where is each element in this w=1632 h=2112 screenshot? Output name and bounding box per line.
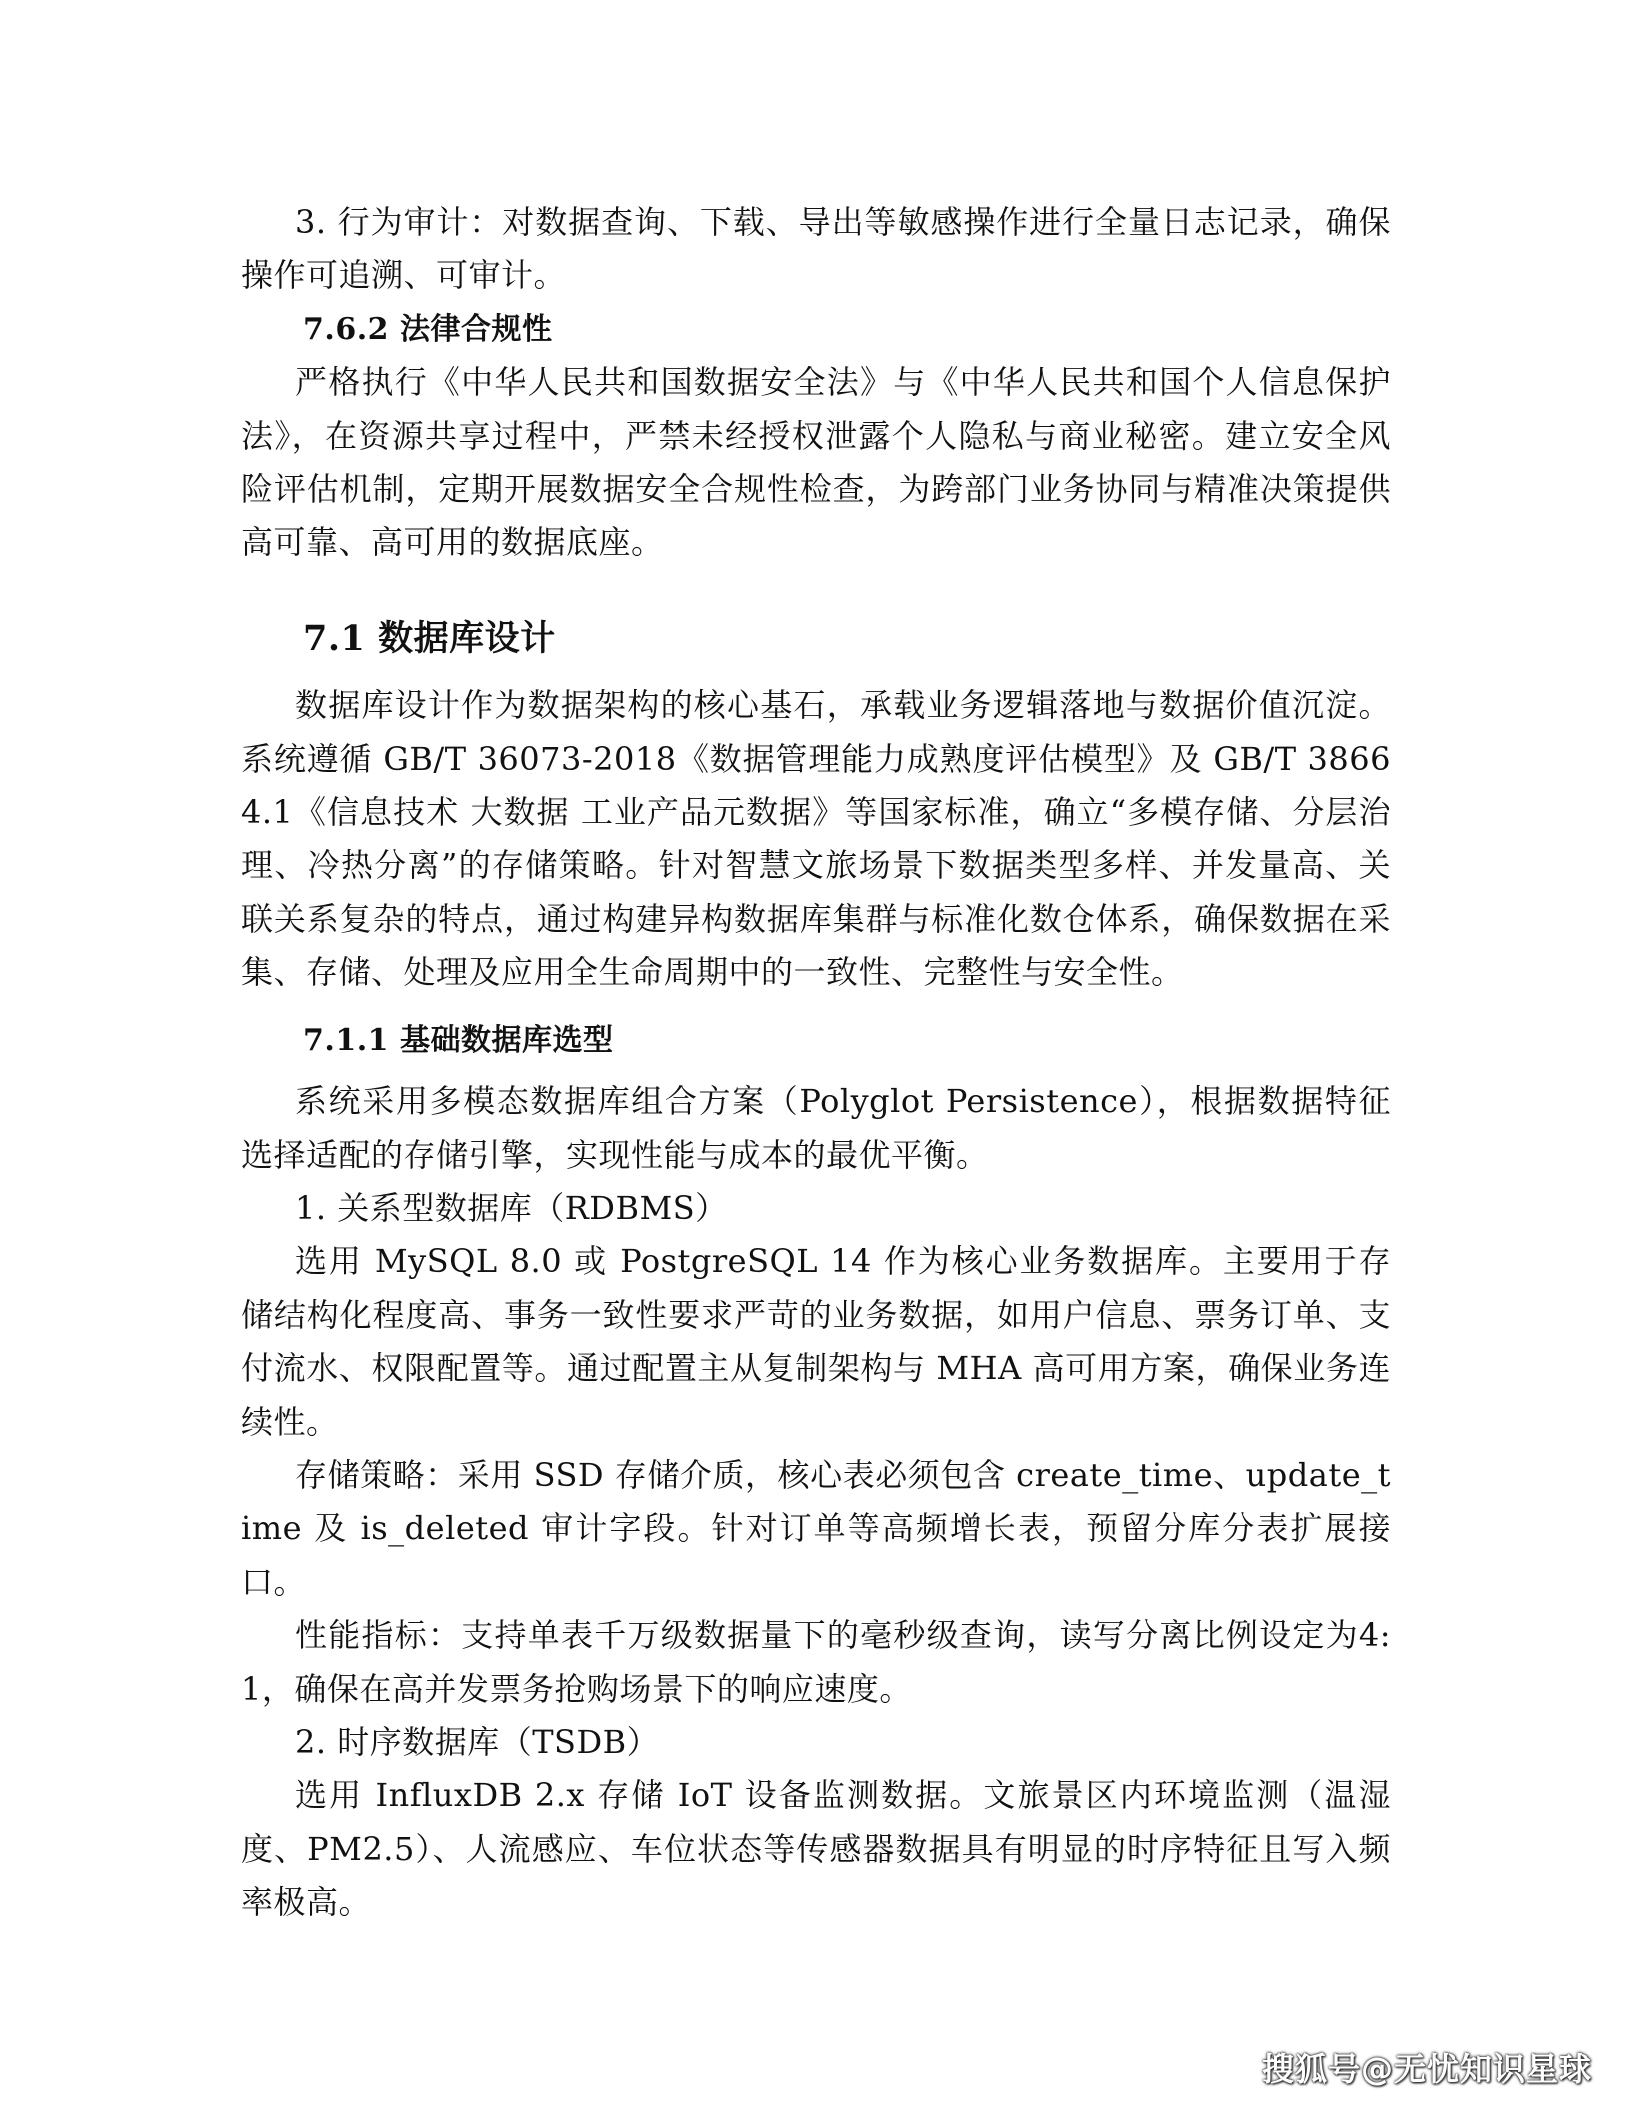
paragraph-tsdb-selection: 选用 InfluxDB 2.x 存储 IoT 设备监测数据。文旅景区内环境监测（温湿度、PM2.5）、人流感应、车位状态等传感器数据具有明显的时序特征且写入频率极高。 bbox=[241, 1776, 1391, 1922]
watermark: 搜狐号@无忧知识星球 bbox=[1261, 2050, 1592, 2088]
paragraph-storage-strategy: 存储策略：采用 SSD 存储介质，核心表必须包含 create_time、update_time 及 is_deleted 审计字段。针对订单等高频增长表，预留分库分表扩展接口。 bbox=[241, 1455, 1391, 1601]
heading-7-6-2: 7.6.2 法律合规性 bbox=[303, 311, 553, 347]
paragraph-performance: 性能指标：支持单表千万级数据量下的毫秒级查询，读写分离比例设定为4:1，确保在高并发票务抢购场景下的响应速度。 bbox=[241, 1616, 1391, 1708]
paragraph-database-design: 数据库设计作为数据架构的核心基石，承载业务逻辑落地与数据价值沉淀。系统遵循 GB/T 36073-2018《数据管理能力成熟度评估模型》及 GB/T 38664.1《信息技术 大数据 工业产品元数据》等国家标准，确立“多模存储、分层治理、冷热分离”的存储策略。针对智慧文旅场景下数据类型多样、并发量高、关联关系复杂的特点，通过构建异构数据库集群与标准化数仓体系，确保数据在采集、存储、处理及应用全生命周期中的一致性、完整性与安全性。 bbox=[241, 686, 1391, 992]
paragraph-polyglot: 系统采用多模态数据库组合方案（Polyglot Persistence），根据数据特征选择适配的存储引擎，实现性能与成本的最优平衡。 bbox=[241, 1082, 1391, 1174]
spacer bbox=[241, 1000, 1391, 1014]
spacer bbox=[241, 1067, 1391, 1075]
spacer bbox=[241, 665, 1391, 679]
list-item-rdbms-title: 1. 关系型数据库（RDBMS） bbox=[295, 1188, 728, 1227]
list-item-tsdb-title: 2. 时序数据库（TSDB） bbox=[295, 1722, 660, 1761]
document-body bbox=[241, 196, 1391, 1930]
paragraph-rdbms-selection: 选用 MySQL 8.0 或 PostgreSQL 14 作为核心业务数据库。主要用于存储结构化程度高、事务一致性要求严苛的业务数据，如用户信息、票务订单、支付流水、权限配置等。通过配置主从复制架构与 MHA 高可用方案，确保业务连续性。 bbox=[241, 1242, 1391, 1441]
spacer bbox=[241, 570, 1391, 612]
list-item-behavior-audit: 3. 行为审计：对数据查询、下载、导出等敏感操作进行全量日志记录，确保操作可追溯、可审计。 bbox=[241, 203, 1391, 295]
heading-7-1: 7.1 数据库设计 bbox=[303, 617, 556, 659]
paragraph-legal-compliance: 严格执行《中华人民共和国数据安全法》与《中华人民共和国个人信息保护法》，在资源共享过程中，严禁未经授权泄露个人隐私与商业秘密。建立安全风险评估机制，定期开展数据安全合规性检查，为跨部门业务协同与精准决策提供高可靠、高可用的数据底座。 bbox=[241, 363, 1391, 562]
heading-7-1-1: 7.1.1 基础数据库选型 bbox=[303, 1022, 614, 1058]
